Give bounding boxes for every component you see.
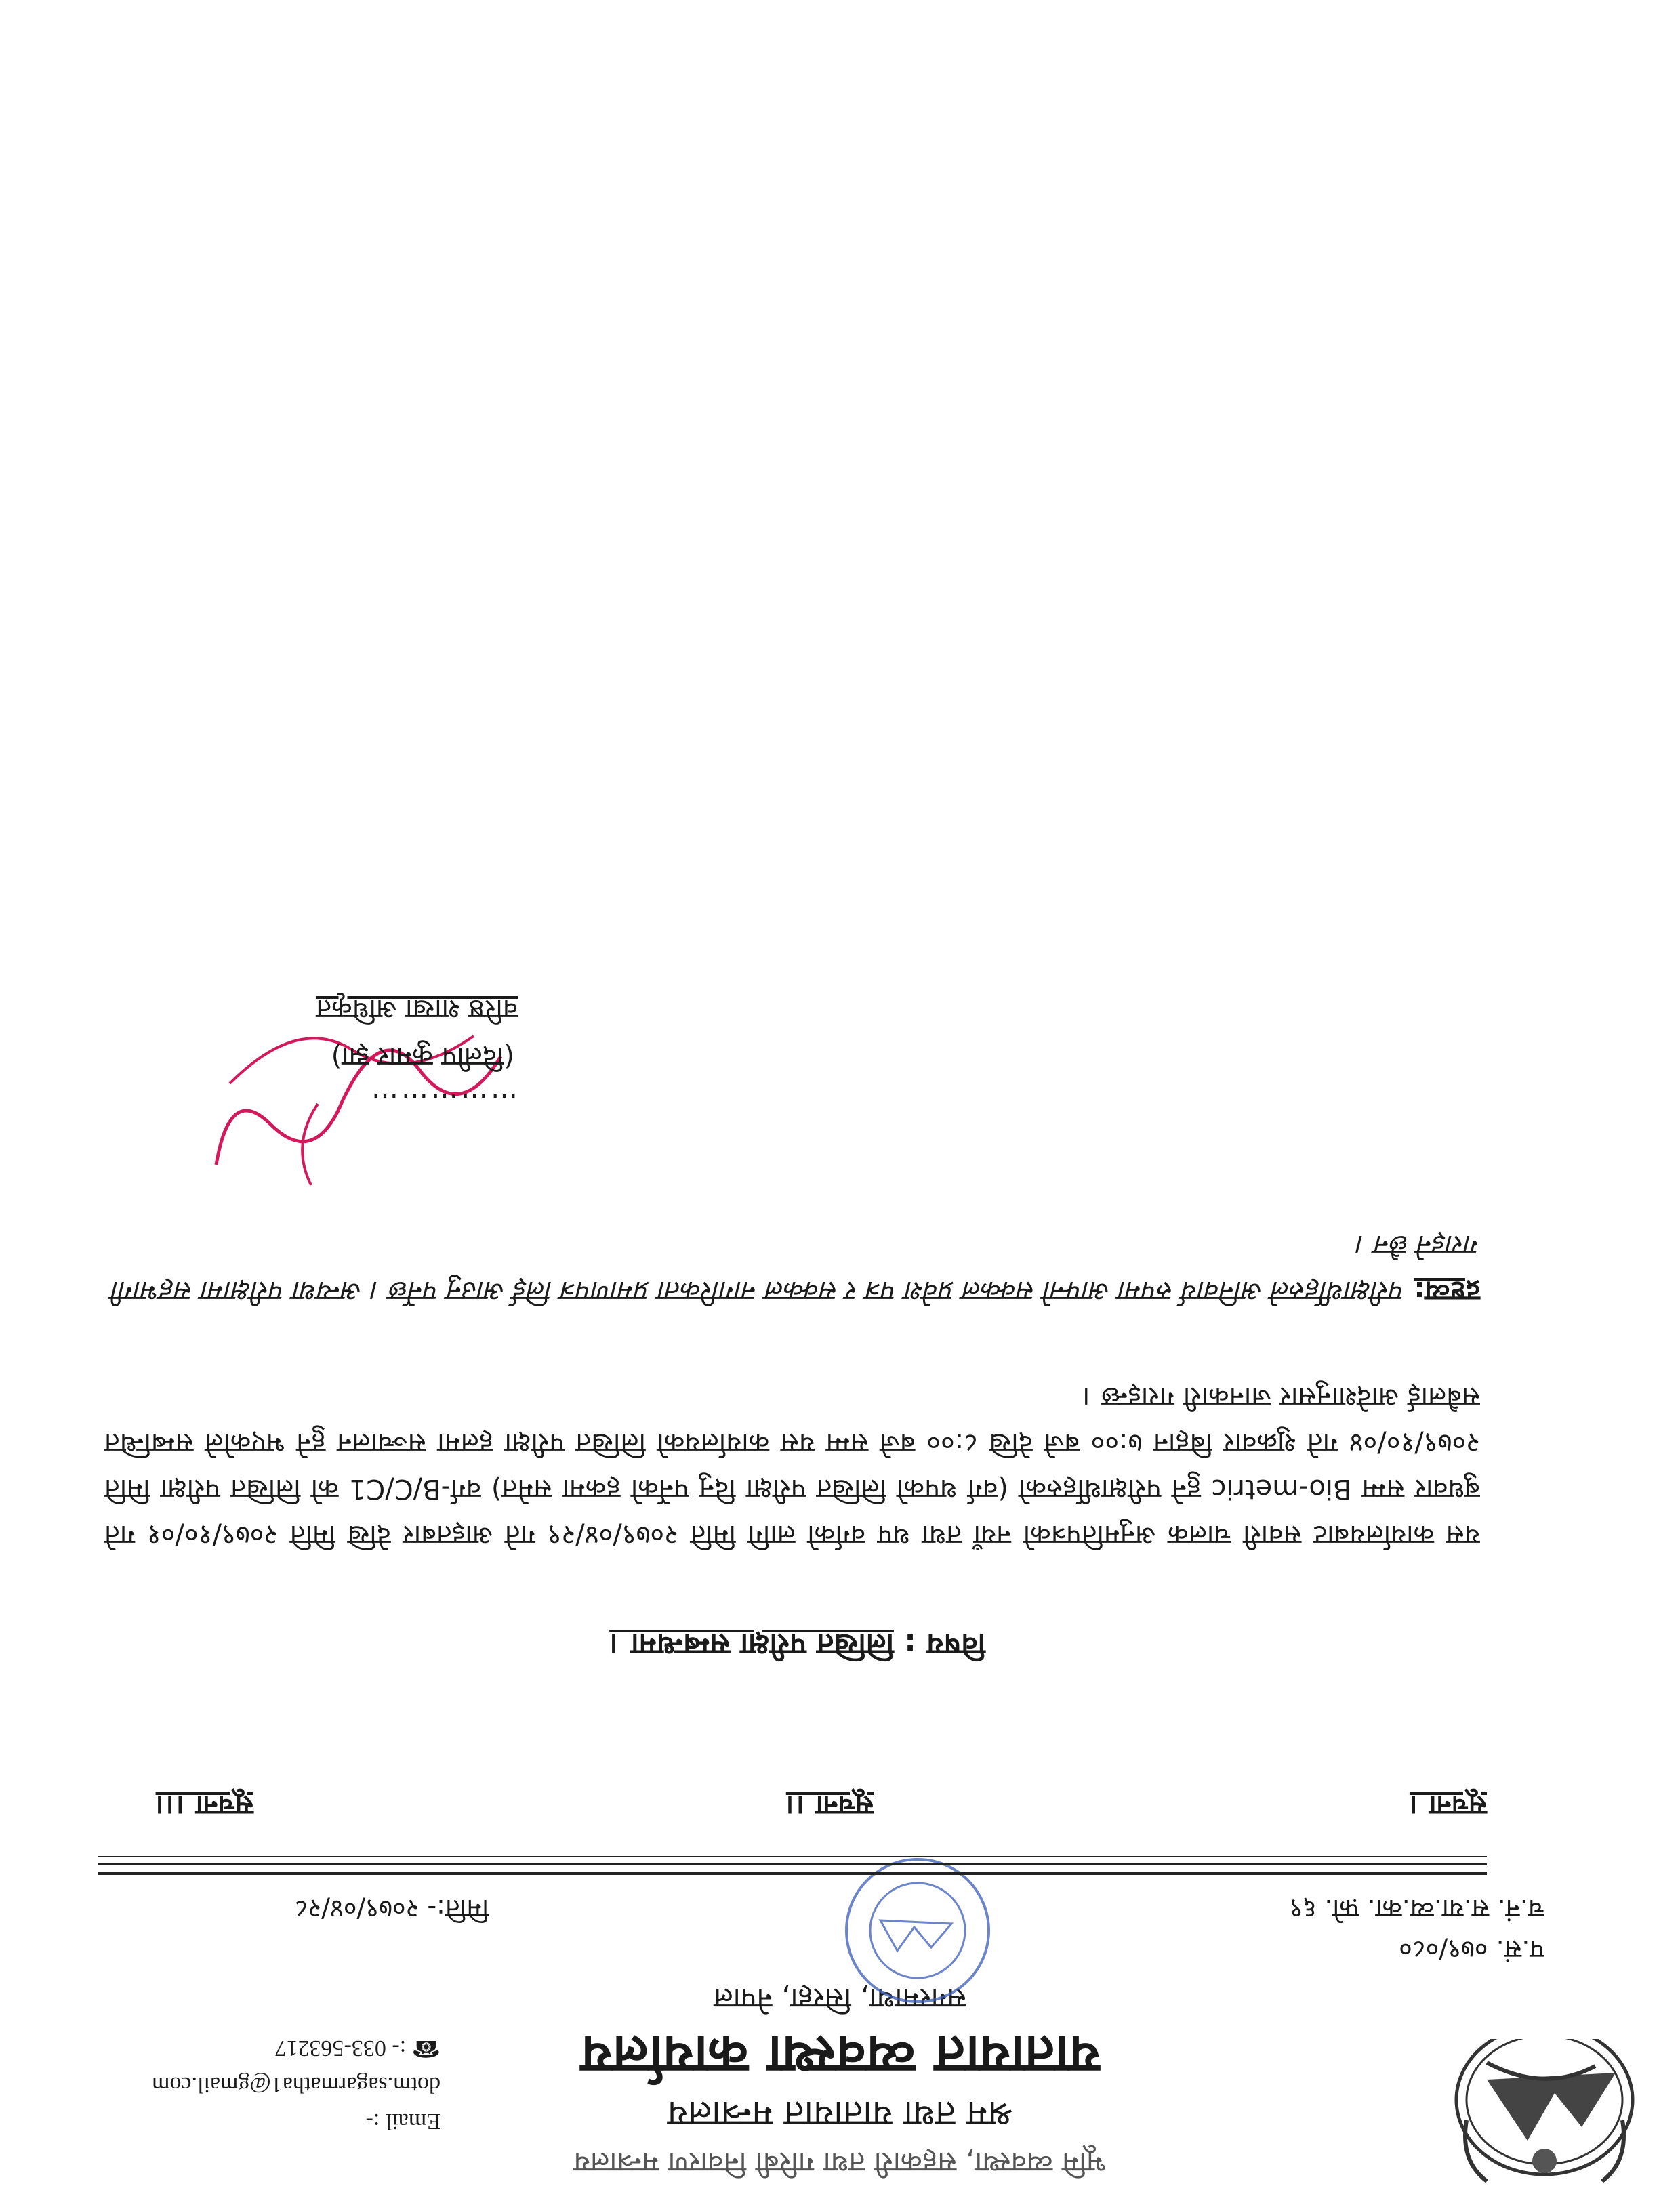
email-address: dotm.sagarmatha1@gmail.com (152, 2072, 441, 2097)
signatory-name: (दिलीप कुमार झा) (331, 1041, 514, 1072)
contact-block (88, 2029, 441, 2139)
note-label: द्रष्टव्य: (1414, 1275, 1480, 1306)
note-block (104, 1222, 1480, 1314)
reference-number: प.सं. ०७९/०८० (1399, 1935, 1544, 1964)
letter-date: मिति:- २०७९/०४/२८ (294, 1894, 489, 1924)
signature-dots: …………… (369, 1088, 518, 1119)
body-paragraph: यस कार्यालयबाट सवारी चालक अनुमतिपत्रको नयाँ तथा थप वर्गको लागि मिति २०७९/०४/२९ गते आइतबार देखि मिति २०७९/१०/०१ गते बुधवार सम्म Bio-metric हुने परीक्षार्थीहरुको (वर्ग थपको लिखित परीक्षा दिनु पर्नेको हकमा समेत) वर्ग-B/C/C1 को लिखित परीक्षा मिति २०७९/१०/०४ गते शुक्रवार बिहान ७:०० बजे देखि ८:०० बजे सम्म यस कार्यालयको लिखित परीक्षा हलमा सञ्चालन हुने भएकोले सम्बन्धित सबैलाई आदेशानुसार जानकारी गराइन्छ । (104, 1381, 1480, 1550)
email-label: Email :- (365, 2109, 441, 2134)
parent-body-line: भूमि व्यवस्था, सहकारी तथा गरिबी निवारण मन्त्रालय (573, 2146, 1107, 2179)
office-address: सगरमाथा, सिरहा, नेपाल (714, 1982, 966, 2015)
signatory-title: वरिष्ठ शाखा अधिकृत (316, 993, 518, 1025)
header-divider (98, 1856, 1487, 1857)
office-name: यातायात व्यवस्था कार्यालय (580, 2024, 1100, 2085)
subject-label: विषय : (904, 1627, 985, 1661)
dispatch-number: च.नं. स.या.व्य.का. फ़ो. ६९ (1289, 1894, 1544, 1924)
phone-number: :- 033-563217 (274, 2036, 407, 2061)
header-divider (98, 1863, 1487, 1865)
phone-icon: ☎ (411, 2036, 441, 2061)
subject-text: लिखित परीक्षा सम्बन्धमा । (609, 1627, 894, 1661)
note-text: परीक्षार्थीहरुले अनिवार्य रुपमा आफ्नो सक्कल प्रवेश पत्र र सक्कल नागरिकता प्रमाणपत्र लिई आउनु पर्नेछ । अन्यथा परीक्षामा सहभागी गराइने छैन । (112, 1229, 1480, 1306)
phone-row (88, 2029, 441, 2066)
subject-line (609, 1626, 985, 1666)
ministry-name: श्रम तथा यातायात मन्त्रालय (667, 2093, 1013, 2134)
notice-heading-2: सूचना ।। (785, 1790, 874, 1821)
notice-heading-3: सूचना ।।। (155, 1790, 253, 1821)
notice-heading-1: सूचना । (1409, 1790, 1487, 1821)
header-divider (98, 1872, 1487, 1875)
